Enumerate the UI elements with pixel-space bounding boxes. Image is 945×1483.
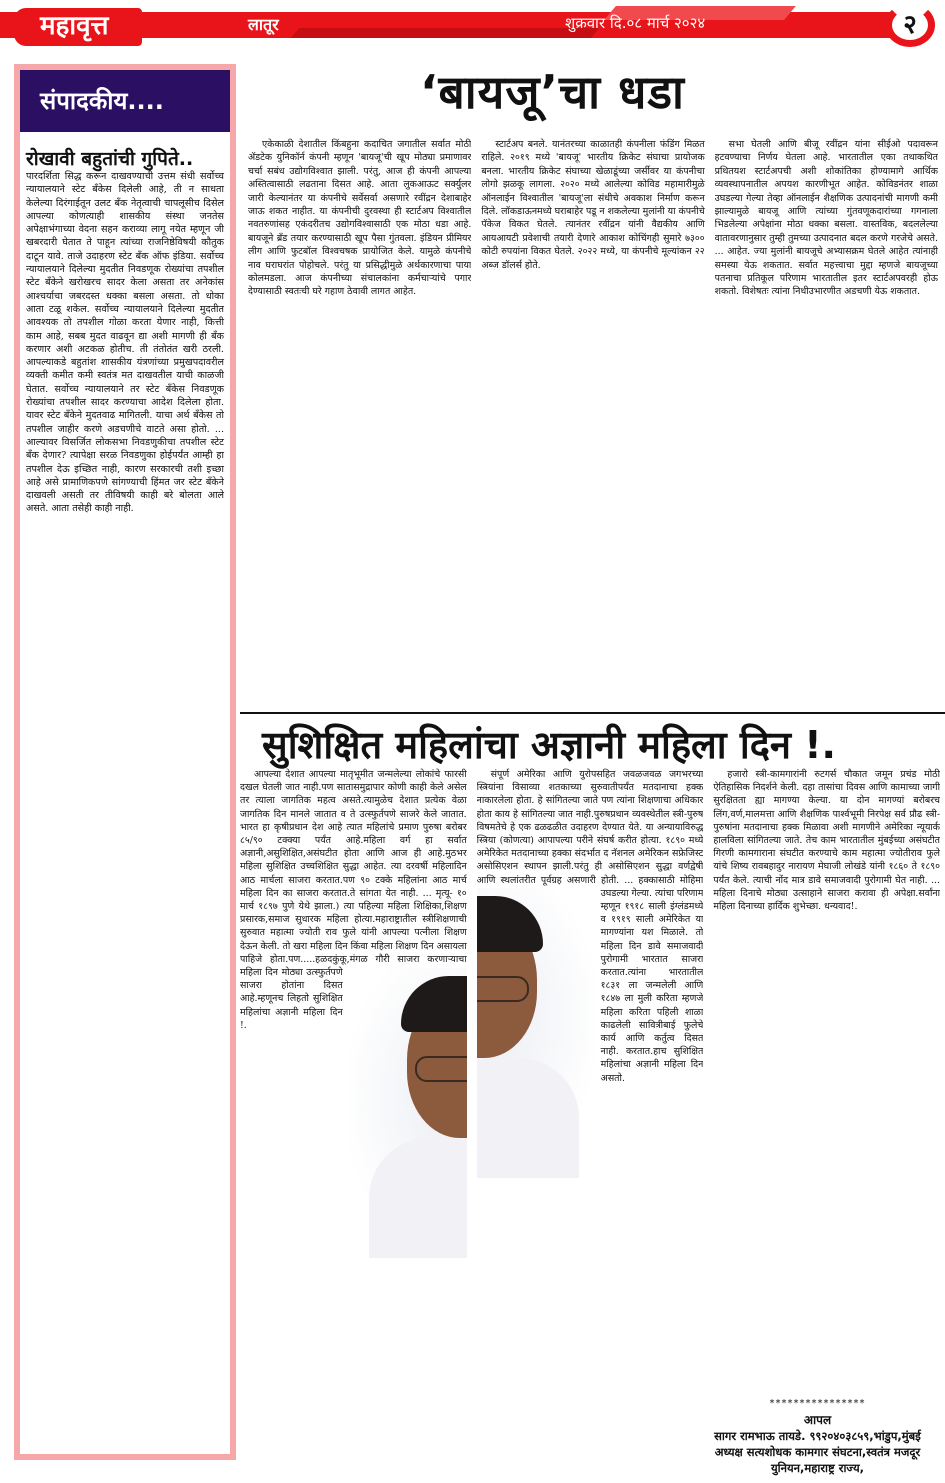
column-text: स्टार्टअप बनले. यानंतरच्या काळातही कंपनीला फंडिंग मिळत राहिले. २०१९ मध्ये 'बायजू' भारतीय क्रिकेट संघाचा प्रायोजक बनला. भारतीय क्रिकेट संघाच्या खेळाडूंच्या जर्सीवर या कंपनीचा लोगो झळकू लागला. २०२० मध्ये आलेल्या कोविड महामारीमुळे ऑनलाईन विश्वातील 'बायजू'ला संधीचे अवकाश निर्माण करून दिले. लॉकडाऊनमध्ये घराबाहेर पडू न शकलेल्या मुलांनी या कंपनीचे पॅकेज विकत घेतले. त्यानंतर रवींद्रन यांनी वैद्यकीय आणि आयआयटी प्रवेशाची तयारी देणारे आकाश कोचिंगही सुमारे ७३०० कोटी रुपयांना विकत घेतले. २०२२ मध्ये, या कंपनीचे मूल्यांकन २२ अब्ज डॉलर्स होते. [481, 139, 705, 271]
lead-article [248, 138, 938, 708]
separator-stars: **************** [769, 1398, 866, 1409]
article-column [240, 768, 467, 1368]
portrait-image [477, 888, 595, 1178]
portrait-image [349, 968, 467, 1258]
article-column [715, 138, 938, 708]
column-text: एकेकाळी देशातील किंबहुना कदाचित जगातील सर्वात मोठी ॲडटेक युनिकॉर्न कंपनी म्हणून 'बायजू'ची खूप मोठ्या प्रमाणावर चर्चा सबंध उद्योगविश्वात झाली. परंतु, आज ही कंपनी आपल्या अस्तित्वासाठी लढताना दिसत आहे. आता लुकआऊट सर्क्युलर जारी केल्यानंतर या कंपनीचे सर्वेसर्वा असणारे रवींद्रन देशाबाहेर जाऊ शकत नाहीत. या कंपनीची दुरवस्था ही स्टार्टअप विश्वातील नवतरुणांसह एकंदरीतच उद्योगविश्वासाठी एक मोठा धडा आहे. बायजूने ब्रँड तयार करण्यासाठी खूप पैसा गुंतवला. इंडियन प्रीमियर लीग आणि फुटबॉल विश्वचषक प्रायोजित केले. यामुळे कंपनीचे नाव घराघरांत पोहोचले. परंतु या प्रसिद्धीमुळे अर्थकारणाचा पाया कोलमडला. आज कंपनीच्या संचालकांना कर्मचाऱ्यांचे पगार देण्यासाठी स्वतःची घरे गहाण ठेवावी लागत आहेत. [248, 139, 472, 298]
masthead-decoration [291, 28, 599, 38]
article-column [481, 138, 704, 708]
issue-date: शुक्रवार दि.०८ मार्च २०२४ [565, 14, 706, 32]
signoff-greeting: आपल [803, 1413, 832, 1427]
author-signoff [690, 1396, 945, 1476]
portrait-glasses [415, 1056, 467, 1082]
author-org: युनियन,महाराष्ट्र राज्य, [770, 1461, 865, 1475]
paper-logo: महावृत्त [14, 8, 142, 46]
article-column [477, 768, 704, 1368]
column-text: सभा घेतली आणि बीजू रवींद्रन यांना सीईओ पदावरून हटवण्याचा निर्णय घेतला आहे. भारतातील एका तथाकथित प्रथितयश स्टार्टअपची अशी शोकांतिका होण्यामागे आर्थिक व्यवस्थापनातील अपयश कारणीभूत आहेत. कोविडनंतर शाळा उघडल्या गेल्या तेव्हा ऑनलाईन शैक्षणिक उत्पादनांची मागणी कमी झाल्यामुळे बायजू आणि त्यांच्या गुंतवणूकदारांच्या गगनाला भिडलेल्या अपेक्षांना मोठा धक्का बसला. वास्तविक, बदललेल्या वातावरणानुसार तुम्ही तुमच्या उत्पादनात बदल करणे गरजेचे असते. ... आहेत. ज्या मुलांनी बायजूचे अभ्यासक्रम घेतले आहेत त्यांनाही समस्या येऊ शकतात. सर्वात महत्त्वाचा मुद्दा म्हणजे बायजूच्या पतनाचा प्रतिकूल परिणाम भारतातील इतर स्टार्टअपवरही होऊ शकतो. विशेषतः त्यांना निधीउभारणीत अडचणी येऊ शकतात. [714, 139, 938, 298]
article-column [248, 138, 471, 708]
column-text: संपूर्ण अमेरिका आणि युरोपसहित जवळजवळ जगभरच्या स्त्रियांना विसाव्या शतकाच्या सुरुवातीपर्यंत मतदानाचा हक्क नाकारलेला होता. हे सांगितल्या जाते पण त्यांना शिक्षणाचा अधिकार होता काय हे सांगितल्या जात नाही.पुरुषप्रधान व्यवस्थेतील स्त्री-पुरुष विषमतेचे हे एक ढळढळीत उदाहरण देण्यात येते. या अन्यायाविरुद्ध स्त्रिया (कोणत्या) आपापल्या परीने संघर्ष करीत होत्या. १८९० मध्ये अमेरिकेत मतदानाच्या हक्का संदर्भात द नॅशनल अमेरिकन सफ्रेजिस्ट असोसिएशन स्थापन झाली.परंतु ही असोसिएशन सुद्धा वर्णद्वेषी आणि स्थलांतरीत पूर्वग्रह असणारी होती. ... हक्कासाठी मोहिमा उघडल्या गेल्या. त्यांचा परिणाम म्हणून १९१८ साली इंग्लंडमध्ये व १९१९ साली अमेरिकेत या मागण्यांना यश मिळाले. तो महिला दिन डावे समाजवादी पुरोगामी भारतात साजरा करतात.त्यांना भारतातील १८३१ ला जन्मलेली आणि १८४७ ला मुली करिता म्हणजे महिला करिता पहिली शाळा काढलेली सावित्रीबाई फुलेचे कार्य आणि कर्तुत्व दिसत नाही. करतात.हाच सुशिक्षित महिलांचा अज्ञानी महिला दिन असतो. [476, 769, 704, 1084]
page-number: २ [885, 3, 935, 47]
second-article [240, 768, 940, 1368]
lead-headline: ‘बायजू’चा धडा [420, 65, 685, 119]
column-text: आपल्या देशात आपल्या मातृभूमीत जन्मलेल्या लोकांचे फारसी दखल घेतली जात नाही.पण सातासमुद्रापार कोणी काही केले असेल तर त्याला जागतिक महत्व असते.त्यामुळेच देशात प्रत्येक वेळा जागतिक दिन मानले जातात व ते उत्स्फुर्तपणे साजरे केले जातात. भारत हा कृषीप्रधान देश आहे त्यात महिलांचे प्रमाण पुरुषा बरोबर ८५/९० टक्क्या पर्यंत आहे.महिला वर्ग हा सर्वात अज्ञानी,असुशिक्षित,असंघटीत होता आणि आज ही आहे.मुठभर महिला सुशिक्षित उच्चशिक्षित सुद्धा आहेत. त्या दरवर्षी महिलादिन आठ मार्चला साजरा करतात.पण ९० टक्के महिलांना आठ मार्च महिला दिन का साजरा करतात.ते सांगता येत नाही. ... मृत्यू- १० मार्च १८९७ पुणे येथे झाला.) त्या पहिल्या महिला शिक्षिका,शिक्षण प्रसारक,समाज सुधारक महिला होत्या.महाराष्ट्रातील स्त्रीशिक्षणाची सुरुवात महात्मा ज्योती राव फुले यांनी आपल्या पत्नीला शिक्षण देऊन केली. तो खरा महिला दिन किंवा महिला शिक्षण दिन असायला पाहिजे होता.पण.....हळदकुंकू,मंगळ गौरी साजरा करणाऱ्याचा महिला दिन मोठ्या उत्स्फुर्तपणे साजरा होतांना दिसत आहे.म्हणूनच लिहतो सुशिक्षित महिलांचा अज्ञानी महिला दिन !. [240, 769, 467, 1031]
portrait-shirt [477, 1058, 579, 1178]
editorial-body: पारदर्शिता सिद्ध करून दाखवण्याची उत्तम संधी सर्वोच्च न्यायालयाने स्टेट बॅंकेस दिलेली आहे, ती न साधता केलेल्या दिरंगाईतून उलट बँक नेतृत्वाची चापलूसीच दिसेल आपल्या कोणत्याही शासकीय संस्था जनतेस अपेक्षाभंगाच्या वेदना सहन कराव्या लागू नयेत म्हणून जी खबरदारी घेतात ते पाहून त्यांच्या राजनिष्ठेविषयी कौतुक दाटून यावे. ताजे उदाहरण स्टेट बँक ऑफ इंडिया. सर्वोच्च न्यायालयाने दिलेल्या मुदतीत निवडणूक रोख्यांचा तपशील स्टेट बँकेने खरोखरच सादर केला असता तर अनेकांस आश्चर्याचा जबरदस्त धक्का बसला असता. तो धोका आता टळू शकेल. सर्वोच्च न्यायालयाने दिलेल्या मुदतीत आवश्यक तो तपशील गोळा करता येणार नाही, कित्ती काम आहे, सबब मुदत वाढवून द्या अशी मागणी ही बँक करणार अशी अटकळ होतीच. ती तंतोतंत खरी ठरली. आपल्याकडे बहुतांश शासकीय यंत्रणांच्या प्रमुखपदावरील व्यक्ती कमीत कमी स्वतंत्र मत दाखवतील याची काळजी घेतात. सर्वोच्च न्यायालयाने तर स्टेट बँकेस निवडणूक रोख्यांचा तपशील सादर करण्याचा आदेश दिलेला होता. यावर स्टेट बँकेने मुदतवाढ मागितली. याचा अर्थ बँकेस तो तपशील जाहीर करणे अडचणीचे वाटते असा होतो. ... आल्यावर विसर्जित लोकसभा निवडणुकीचा तपशील स्टेट बँक देणार? त्यापेक्षा सरळ निवडणुका होईपर्यंत आम्ही हा तपशील देऊ इच्छित नाही, कारण सरकारची तशी इच्छा आहे असे प्रामाणिकपणे सांगण्याची हिंमत जर स्टेट बँकेने दाखवली असती तर तीविषयी काही बरे बोलता आले असते. आता तसेही काही नाही. [26, 171, 224, 515]
second-headline: सुशिक्षित महिलांचा अज्ञानी महिला दिन !. [262, 723, 836, 767]
author-name: सागर रामभाऊ तायडे. ९९२०४०३८५९,भांडुप,मुंबई [714, 1429, 921, 1443]
author-portrait [349, 968, 467, 1258]
author-role: अध्यक्ष सत्यशोधक कामगार संघटना,स्वतंत्र मजदूर [714, 1445, 921, 1459]
article-column [713, 768, 940, 1368]
portrait-glasses [477, 976, 529, 1002]
editorial-box [14, 64, 236, 1460]
editorial-banner: संपादकीय.... [20, 70, 230, 132]
column-text: हजारो स्त्री-कामगारांनी रुटगर्स चौकात जमून प्रचंड मोठी ऐतिहासिक निदर्शने केली. दहा तासांचा दिवस आणि कामाच्या जागी सुरक्षितता ह्या मागण्या केल्या. या दोन मागण्यां बरोबरच लिंग,वर्ण,मालमत्ता आणि शैक्षणिक पार्श्वभूमी निरपेक्ष सर्व प्रौढ स्त्री-पुरुषांना मतदानाचा हक्क मिळावा अशी मागणीने अमेरिका न्यूयार्क हालविला सांगितल्या जाते. तेच काम भारतातील मुंबईच्या असंघटीत गिरणी कामगाराना संघटीत करण्याचे काम महात्मा ज्योतीराव फुले यांचे शिष्य रावबहादुर नारायण मेघाजी लोखंडे यांनी १८६० ते १८९० पर्यंत केले. त्याची नोंद मात्र डावे समाजवादी पुरोगामी घेत नाही. ... महिला दिनाचे मोठ्या उत्साहाने साजरा करावा ही अपेक्षा.सर्वांना महिला दिनाच्या हार्दिक शुभेच्छा. धन्यवाद!. [713, 769, 941, 913]
section-divider [240, 712, 945, 714]
portrait-hair [477, 896, 543, 952]
portrait-shirt [369, 1138, 467, 1258]
portrait-hair [401, 976, 467, 1032]
author-portrait-right-half [477, 888, 595, 1178]
editorial-title: रोखावी बहुतांची गुपिते.. [26, 148, 194, 170]
edition-city: लातूर [248, 15, 279, 34]
masthead [0, 0, 945, 48]
